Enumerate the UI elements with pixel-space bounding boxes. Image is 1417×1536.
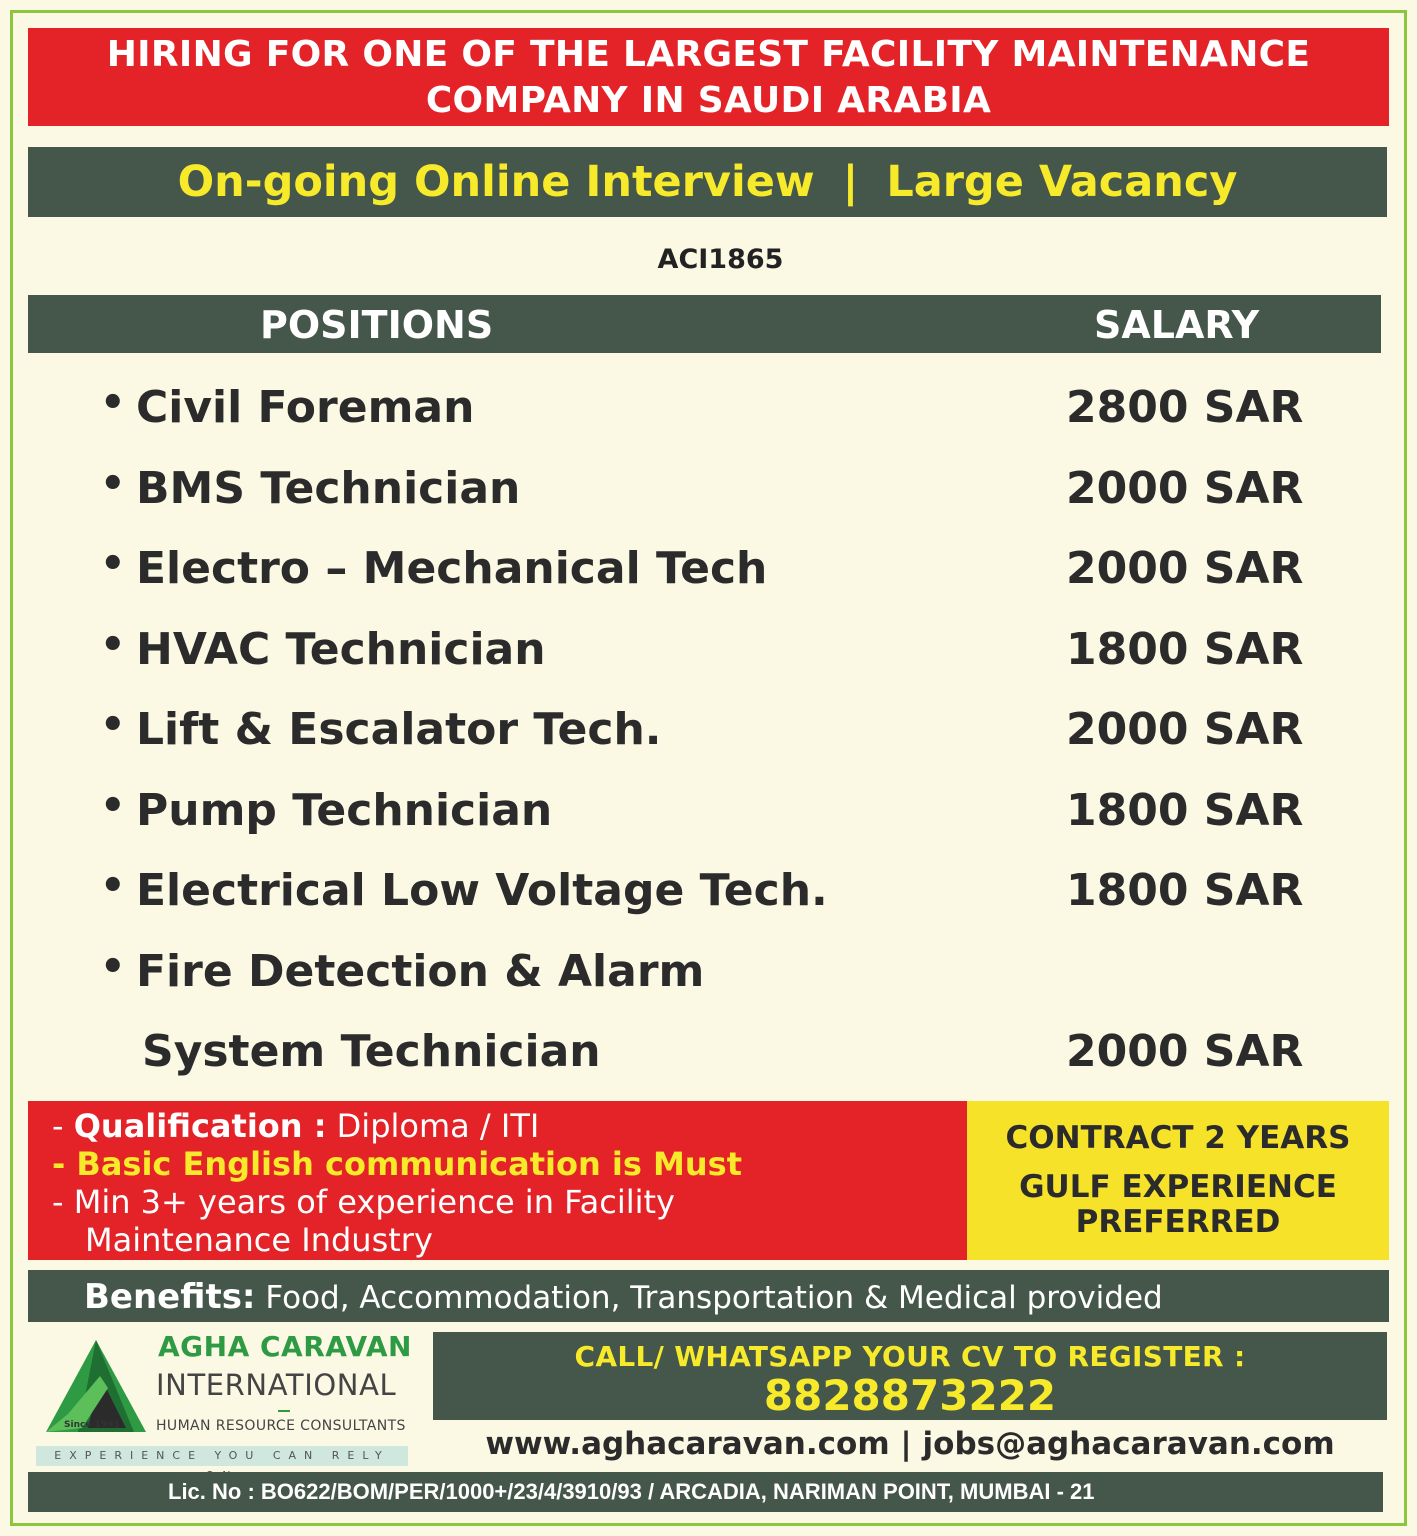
position-title: BMS Technician bbox=[136, 462, 521, 514]
position-row bbox=[0, 539, 1417, 620]
dash: - bbox=[52, 1183, 64, 1221]
bullet: • bbox=[100, 863, 126, 909]
banner-separator: | bbox=[842, 157, 859, 207]
position-title: Lift & Escalator Tech. bbox=[136, 704, 662, 755]
position-salary: 1800 SAR bbox=[1066, 784, 1304, 836]
since-year: Since 1993 bbox=[64, 1420, 120, 1430]
position-salary: 2000 SAR bbox=[1066, 543, 1304, 594]
brand-descriptor: HUMAN RESOURCE CONSULTANTS bbox=[156, 1418, 406, 1434]
position-row-continuation bbox=[0, 1022, 1417, 1103]
qualification-value: Diploma / ITI bbox=[336, 1107, 540, 1145]
phone-number[interactable]: 8828873222 bbox=[763, 1371, 1057, 1420]
qualification-line bbox=[52, 1107, 967, 1145]
vacancy-label: Large Vacancy bbox=[886, 157, 1238, 207]
position-title: Electrical Low Voltage Tech. bbox=[136, 865, 828, 916]
bullet: • bbox=[100, 702, 126, 748]
interview-banner bbox=[28, 147, 1387, 217]
bullet: • bbox=[100, 621, 126, 668]
bullet: • bbox=[100, 541, 126, 587]
headline-line-1: HIRING FOR ONE OF THE LARGEST FACILITY MAINTENANCE bbox=[106, 34, 1311, 75]
position-salary: 2000 SAR bbox=[1066, 462, 1304, 514]
contract-box bbox=[967, 1101, 1389, 1260]
brand-tagline: EXPERIENCE YOU CAN RELY bbox=[36, 1446, 408, 1466]
reference-code: ACI1865 bbox=[657, 244, 784, 275]
bullet: • bbox=[100, 380, 126, 426]
call-to-action bbox=[433, 1332, 1387, 1420]
company-logo bbox=[30, 1330, 420, 1470]
position-salary: 2000 SAR bbox=[1066, 1026, 1304, 1077]
position-row bbox=[0, 620, 1417, 701]
dash: - bbox=[52, 1107, 64, 1145]
dash: - bbox=[52, 1145, 66, 1183]
benefits-bar bbox=[28, 1270, 1389, 1322]
contract-duration: CONTRACT 2 YEARS bbox=[1005, 1120, 1351, 1156]
preferred-label: PREFERRED bbox=[1075, 1204, 1281, 1240]
position-salary: 2800 SAR bbox=[1066, 382, 1304, 433]
position-row bbox=[0, 700, 1417, 781]
hiring-headline bbox=[28, 28, 1389, 126]
gulf-experience: GULF EXPERIENCE bbox=[1019, 1169, 1337, 1205]
positions-column-header: POSITIONS bbox=[260, 303, 494, 347]
position-row bbox=[0, 861, 1417, 942]
bullet: • bbox=[100, 943, 126, 990]
call-label: CALL/ WHATSAPP YOUR CV TO REGISTER : bbox=[574, 1340, 1246, 1373]
logo-divider bbox=[278, 1410, 290, 1412]
position-title: Electro – Mechanical Tech bbox=[136, 543, 768, 594]
position-row bbox=[0, 459, 1417, 540]
position-title: Civil Foreman bbox=[136, 382, 475, 433]
position-title: HVAC Technician bbox=[136, 623, 546, 675]
brand-name: AGHA CARAVAN bbox=[158, 1330, 412, 1363]
position-row bbox=[0, 942, 1417, 1023]
position-row bbox=[0, 378, 1417, 459]
positions-table-header bbox=[28, 295, 1381, 353]
experience-requirement-cont: Maintenance Industry bbox=[85, 1221, 433, 1259]
benefits-label: Benefits: bbox=[84, 1277, 256, 1317]
position-title: Pump Technician bbox=[136, 784, 553, 836]
positions-list bbox=[0, 378, 1417, 1103]
position-salary: 1800 SAR bbox=[1066, 865, 1304, 916]
position-salary: 2000 SAR bbox=[1066, 704, 1304, 755]
position-row bbox=[0, 781, 1417, 862]
english-text: Basic English communication is Must bbox=[76, 1145, 743, 1183]
requirements-box bbox=[28, 1101, 967, 1260]
bullet: • bbox=[100, 782, 126, 829]
interview-type: On-going Online Interview bbox=[177, 157, 815, 207]
benefits-text: Food, Accommodation, Transportation & Medical provided bbox=[265, 1280, 1163, 1316]
english-requirement bbox=[52, 1145, 967, 1183]
contact-links[interactable]: www.aghacaravan.com | jobs@aghacaravan.com bbox=[485, 1426, 1335, 1462]
position-title: System Technician bbox=[142, 1026, 601, 1077]
position-salary: 1800 SAR bbox=[1066, 623, 1304, 675]
bullet: • bbox=[100, 460, 126, 507]
experience-requirement bbox=[52, 1183, 967, 1221]
brand-subname: INTERNATIONAL bbox=[156, 1368, 397, 1402]
headline-line-2: COMPANY IN SAUDI ARABIA bbox=[425, 80, 992, 121]
license-footer: Lic. No : BO622/BOM/PER/1000+/23/4/3910/93 / ARCADIA, NARIMAN POINT, MUMBAI - 21 bbox=[28, 1472, 1383, 1512]
salary-column-header: SALARY bbox=[1094, 303, 1260, 347]
position-title: Fire Detection & Alarm bbox=[136, 945, 705, 997]
experience-text: Min 3+ years of experience in Facility bbox=[73, 1183, 675, 1221]
qualification-label: Qualification : bbox=[73, 1107, 327, 1145]
